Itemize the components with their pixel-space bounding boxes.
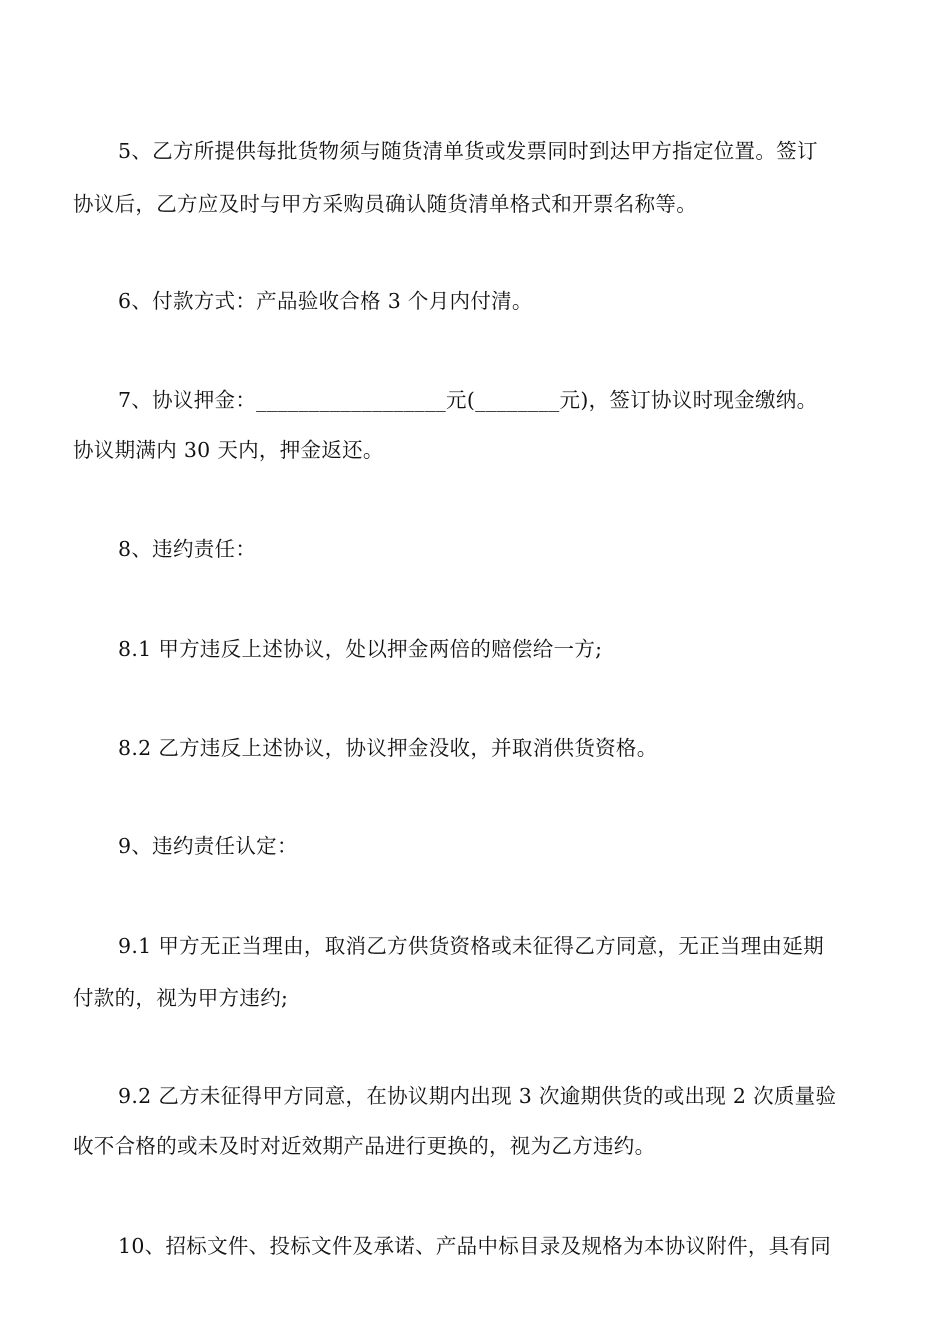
clause-6-line-1: 6、付款方式：产品验收合格 3 个月内付清。	[118, 289, 533, 313]
clause-8-2-line-1: 8.2 乙方违反上述协议，协议押金没收，并取消供货资格。	[118, 736, 658, 760]
clause-9-1-line-2: 付款的，视为甲方违约;	[73, 986, 289, 1010]
clause-8-1-line-1: 8.1 甲方违反上述协议，处以押金两倍的赔偿给一方;	[118, 637, 603, 661]
clause-9-2-line-2: 收不合格的或未及时对近效期产品进行更换的，视为乙方违约。	[73, 1134, 656, 1158]
clause-9-heading: 9、违约责任认定：	[118, 834, 298, 858]
clause-8-heading: 8、违约责任：	[118, 537, 257, 561]
clause-10-line-1: 10、招标文件、投标文件及承诺、产品中标目录及规格为本协议附件，具有同	[118, 1234, 832, 1258]
clause-9-2-line-1: 9.2 乙方未征得甲方同意，在协议期内出现 3 次逾期供货的或出现 2 次质量验	[118, 1084, 837, 1108]
clause-5-line-1: 5、乙方所提供每批货物须与随货清单货或发票同时到达甲方指定位置。签订	[118, 139, 818, 163]
clause-7-line-2: 协议期满内 30 天内，押金返还。	[73, 438, 384, 462]
clause-5-line-2: 协议后，乙方应及时与甲方采购员确认随货清单格式和开票名称等。	[73, 192, 697, 216]
clause-7-line-1: 7、协议押金：__________________元(________元)，签订协议时现金缴纳。	[118, 388, 818, 412]
clause-9-1-line-1: 9.1 甲方无正当理由，取消乙方供货资格或未征得乙方同意，无正当理由延期	[118, 934, 824, 958]
